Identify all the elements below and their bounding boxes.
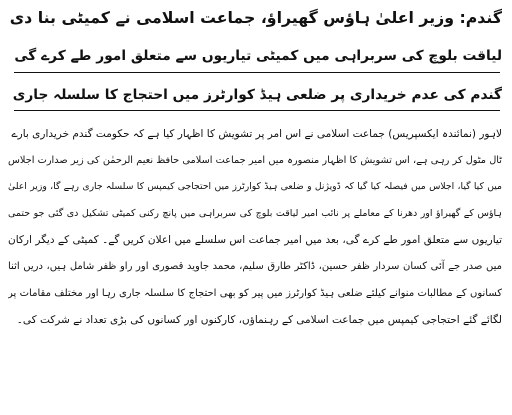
article-line: لاہور (نمائندہ ایکسپریس) جماعت اسلامی نے اس امر پر تشویش کا اظہار کیا ہے کہ حکومت گندم خریداری بارے	[11, 128, 502, 140]
headline-underline	[14, 110, 500, 111]
headline-main: گندم: وزیر اعلیٰ ہاؤس گھیراؤ، جماعت اسلامی نے کمیٹی بنا دی	[9, 8, 502, 27]
article-line: تیاریوں سے متعلق امور طے کرے گی، بعد میں امیر جماعت اس سلسلے میں اعلان کریں گے۔ کمیٹی کے دیگر ارکان	[8, 234, 502, 247]
article-line: لگائے گئے احتجاجی کیمپس میں جماعت اسلامی کے رہنماؤں، کارکنوں اور کسانوں کی بڑی تعداد نے شرکت کی۔	[16, 314, 502, 327]
headline-sub-1: لیاقت بلوچ کی سربراہی میں کمیٹی تیاریوں سے متعلق امور طے کرے گی	[14, 48, 502, 64]
article-line: کسانوں کے مطالبات منوانے کیلئے ضلعی ہیڈ کوارٹرز میں پیر کو بھی احتجاج کا سلسلہ جاری رہا اور مختلف مقامات پر	[8, 287, 502, 299]
article-line: ہاؤس کے گھیراؤ اور دھرنا کے معاملے پر نائب امیر لیاقت بلوچ کی سربراہی میں پانچ رکنی کمیٹی تشکیل دی گئی جو حتمی	[8, 207, 502, 219]
headline-sub-2: گندم کی عدم خریداری پر ضلعی ہیڈ کوارٹرز میں احتجاج کا سلسلہ جاری	[12, 87, 502, 103]
article-line: میں کیا گیا، اجلاس میں فیصلہ کیا گیا کہ ڈویژنل و ضلعی ہیڈ کوارٹرز میں احتجاجی کیمپس کا سلسلہ جاری رہے گا، وزیر اعلیٰ	[8, 181, 502, 193]
article-line: ٹال مٹول کر رہی ہے، اس تشویش کا اظہار منصورہ میں امیر جماعت اسلامی حافظ نعیم الرحمٰن کی زیر صدارت اجلاس	[8, 154, 502, 166]
headline-underline	[14, 72, 500, 73]
article-line: میں صدر جے آئی کسان سردار ظفر حسین، ڈاکٹر طارق سلیم، محمد جاوید قصوری اور راو ظفر شامل ہیں، دریں اثنا	[8, 260, 502, 272]
article-body	[8, 121, 502, 334]
